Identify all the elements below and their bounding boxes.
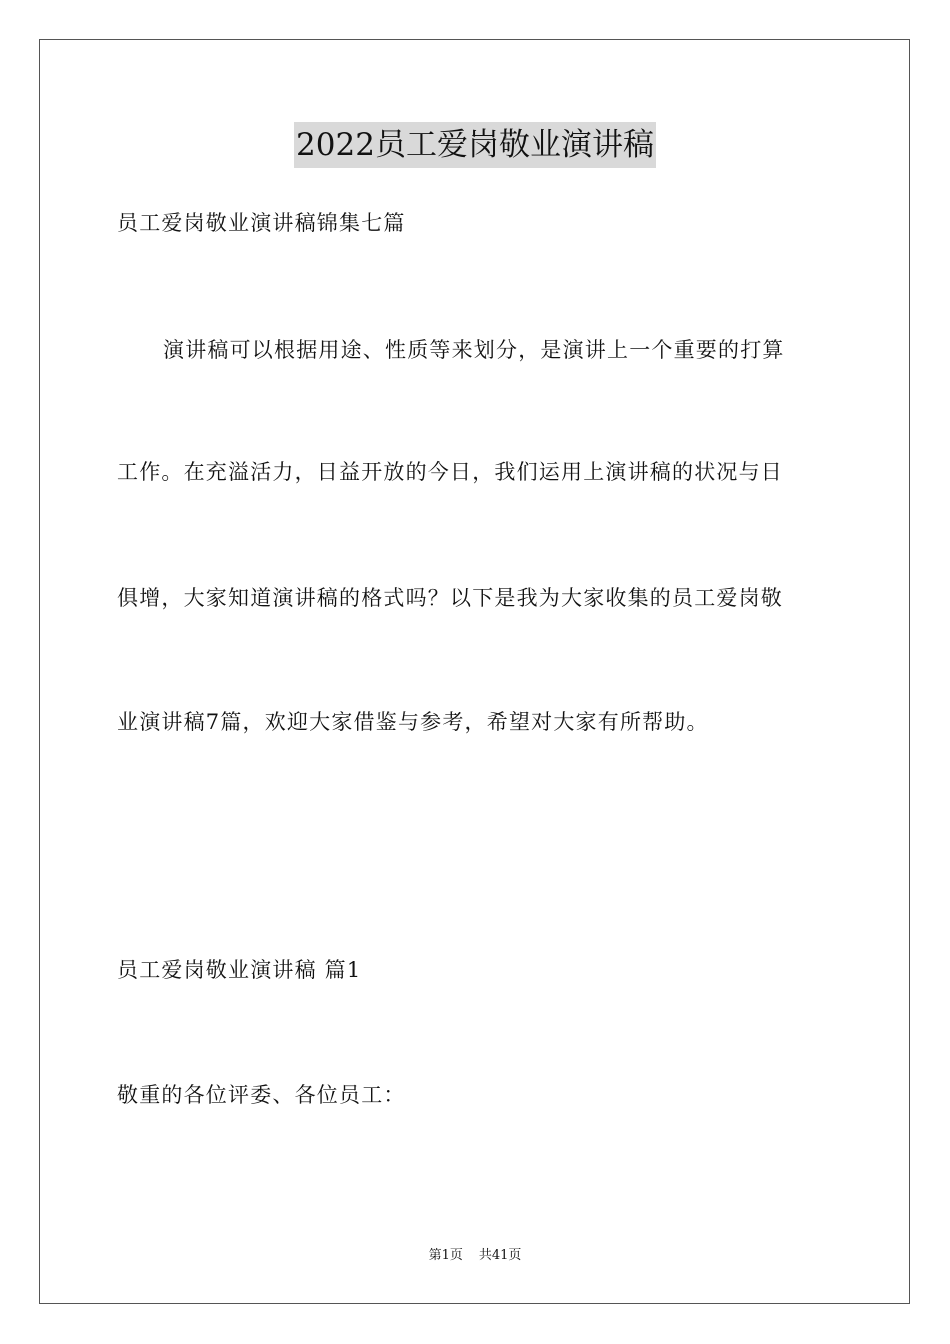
document-subtitle: 员工爱岗敬业演讲稿锦集七篇 [117,211,406,235]
intro-line-4: 业演讲稿7篇，欢迎大家借鉴与参考，希望对大家有所帮助。 [117,710,709,734]
section-heading: 员工爱岗敬业演讲稿 篇1 [117,958,362,982]
greeting-line: 敬重的各位评委、各位员工： [117,1083,406,1107]
page-footer [0,1247,950,1265]
intro-line-1: 演讲稿可以根据用途、性质等来划分，是演讲上一个重要的打算 [163,338,785,362]
total-pages: 共41页 [478,1248,522,1263]
document-title: 2022员工爱岗敬业演讲稿 [294,122,656,168]
title-container [0,122,950,168]
intro-line-3: 俱增，大家知道演讲稿的格式吗？以下是我为大家收集的员工爱岗敬 [117,586,783,610]
intro-line-2: 工作。在充溢活力，日益开放的今日，我们运用上演讲稿的状况与日 [117,460,783,484]
page-number: 第1页 [428,1248,463,1263]
